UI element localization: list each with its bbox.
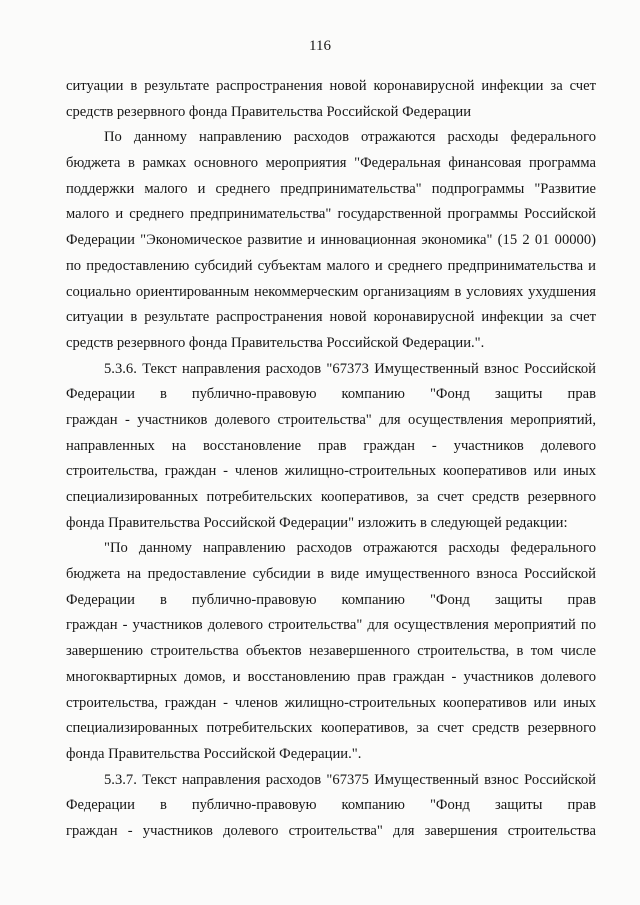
- text-line: фонда Правительства Российской Федерации.".: [66, 745, 362, 762]
- paragraph-new-wording: [66, 536, 596, 767]
- text-line: средств резервного фонда Правительства Российской Федерации.".: [66, 334, 485, 351]
- text-line: по предоставлению субсидий субъектам малого и среднего предпринимательства и: [66, 257, 596, 274]
- text-line: Федерации в публично-правовую компанию "Фонд защиты прав: [66, 386, 596, 403]
- text-line: 5.3.6. Текст направления расходов "67373 Имущественный взнос Российской: [104, 360, 596, 377]
- text-line: социально ориентированным некоммерческим организациям в условиях ухудшения: [66, 283, 596, 300]
- text-line: средств резервного фонда Правительства Российской Федерации: [66, 103, 472, 120]
- text-line: специализированных потребительских кооперативов, за счет средств резервного: [66, 720, 596, 737]
- text-line: Федерации в публично-правовую компанию "Фонд защиты прав: [66, 797, 596, 814]
- document-body: [66, 74, 596, 845]
- text-line: ситуации в результате распространения новой коронавирусной инфекции за счет: [66, 78, 596, 94]
- text-line: 5.3.7. Текст направления расходов "67375 Имущественный взнос Российской: [104, 771, 596, 788]
- text-line: малого и среднего предпринимательства" государственной программы Российской: [66, 206, 596, 223]
- text-line: "По данному направлению расходов отражаются расходы федерального: [104, 540, 596, 557]
- text-line: фонда Правительства Российской Федерации" изложить в следующей редакции:: [66, 514, 568, 531]
- text-line: ситуации в результате распространения новой коронавирусной инфекции за счет: [66, 309, 596, 326]
- text-line: бюджета в рамках основного мероприятия "Федеральная финансовая программа: [66, 155, 596, 172]
- text-line: бюджета на предоставление субсидии в виде имущественного взноса Российской: [66, 566, 596, 583]
- paragraph-continuation: [66, 74, 596, 125]
- text-line: граждан - участников долевого строительства" для завершения строительства: [66, 822, 596, 839]
- paragraph-5-3-6: [66, 357, 596, 537]
- text-line: многоквартирных домов, и восстановлению прав граждан - участников долевого: [66, 668, 596, 685]
- text-line: строительства, граждан - членов жилищно-строительных кооперативов или иных: [66, 694, 596, 711]
- text-line: специализированных потребительских кооперативов, за счет средств резервного: [66, 489, 596, 505]
- text-line: граждан - участников долевого строительства" для осуществления мероприятий по: [66, 617, 596, 634]
- text-line: Федерации "Экономическое развитие и инновационная экономика" (15 2 01 00000): [66, 232, 596, 249]
- paragraph-5-3-7: [66, 768, 596, 845]
- text-line: строительства, граждан - членов жилищно-строительных кооперативов или иных: [66, 463, 596, 480]
- text-line: поддержки малого и среднего предпринимательства" подпрограммы "Развитие: [66, 180, 596, 197]
- text-line: направленных на восстановление прав граждан - участников долевого: [66, 437, 596, 454]
- text-line: граждан - участников долевого строительства" для осуществления мероприятий,: [66, 411, 596, 428]
- text-line: завершению строительства объектов незавершенного строительства, в том числе: [66, 643, 596, 660]
- text-line: По данному направлению расходов отражаются расходы федерального: [104, 129, 596, 146]
- text-line: Федерации в публично-правовую компанию "Фонд защиты прав: [66, 591, 596, 608]
- page-number: 116: [309, 38, 331, 54]
- paragraph-subsidies: [66, 125, 596, 356]
